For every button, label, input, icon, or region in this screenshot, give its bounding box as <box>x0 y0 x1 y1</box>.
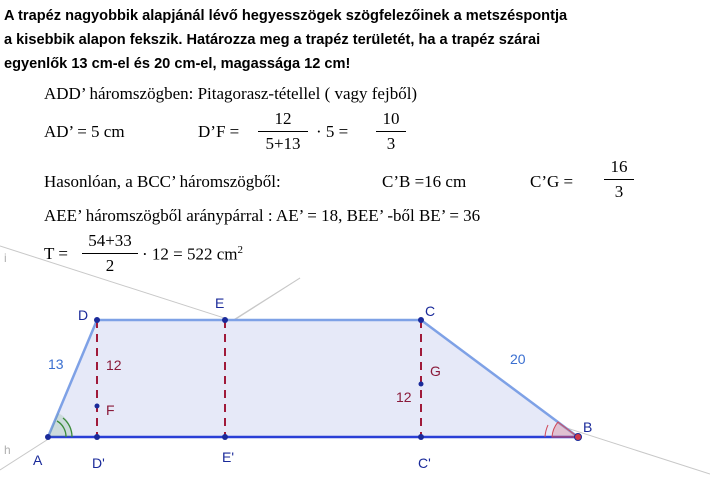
label-g: G <box>430 363 441 379</box>
point-a <box>45 434 51 440</box>
point-c-prime <box>418 434 424 440</box>
area-exponent: 2 <box>237 244 244 256</box>
fraction-numerator: 54+33 <box>88 231 132 250</box>
label-c: C <box>425 303 436 319</box>
solution-line-1: ADD’ háromszögben: Pitagorasz-tétellel ( vagy fejből) <box>44 84 418 103</box>
point-f <box>95 404 100 409</box>
fraction-denominator: 5+13 <box>265 134 301 153</box>
label-side-20: 20 <box>510 351 526 367</box>
label-height-left: 12 <box>106 357 122 373</box>
label-e: E <box>215 295 225 311</box>
angle-fill-b <box>552 422 578 437</box>
problem-line-1: A trapéz nagyobbik alapjánál lévő hegyesszögek szögfelezőinek a metszéspontja <box>4 8 568 24</box>
fraction-numerator: 10 <box>382 109 400 128</box>
label-c-prime: C' <box>418 455 431 471</box>
point-g <box>419 382 424 387</box>
label-a: A <box>33 452 43 468</box>
label-f: F <box>106 402 115 418</box>
solution-cg-label: C’G = <box>530 172 574 191</box>
solution-times-five: · 5 = <box>316 122 349 141</box>
point-d <box>94 317 100 323</box>
fraction-numerator: 16 <box>610 157 628 176</box>
solution-line-3: Hasonlóan, a BCC’ háromszögből: <box>44 172 281 191</box>
problem-line-2: a kisebbik alapon fekszik. Határozza meg a trapéz területét, ha a trapéz szárai <box>4 32 541 48</box>
label-d-prime: D' <box>92 455 105 471</box>
fraction-denominator: 2 <box>105 256 115 275</box>
fraction-denominator: 3 <box>614 182 624 201</box>
label-b: B <box>583 419 593 435</box>
point-e <box>222 317 228 323</box>
label-height-right: 12 <box>396 389 412 405</box>
point-e-prime <box>222 434 228 440</box>
label-d: D <box>78 307 89 323</box>
label-side-13: 13 <box>48 356 64 372</box>
problem-line-3: egyenlők 13 cm-el és 20 cm-el, magassága 12 cm! <box>4 56 351 72</box>
solution-df-label: D’F = <box>198 122 240 141</box>
area-result-text: · 12 = 522 cm <box>142 244 238 264</box>
area-label: T = <box>44 244 68 263</box>
solution-ad-prime: AD’ = 5 cm <box>44 122 125 141</box>
point-d-prime <box>94 434 100 440</box>
solution-cb: C’B =16 cm <box>382 172 467 191</box>
point-c <box>418 317 424 323</box>
solution-line-4: AEE’ háromszögből aránypárral : AE’ = 18, BEE’ -ből BE’ = 36 <box>44 206 481 225</box>
label-line-h: h <box>4 443 11 457</box>
point-b <box>575 434 582 441</box>
label-line-i: i <box>4 251 7 265</box>
fraction-numerator: 12 <box>274 109 292 128</box>
label-e-prime: E' <box>222 449 235 465</box>
fraction-denominator: 3 <box>386 134 396 153</box>
